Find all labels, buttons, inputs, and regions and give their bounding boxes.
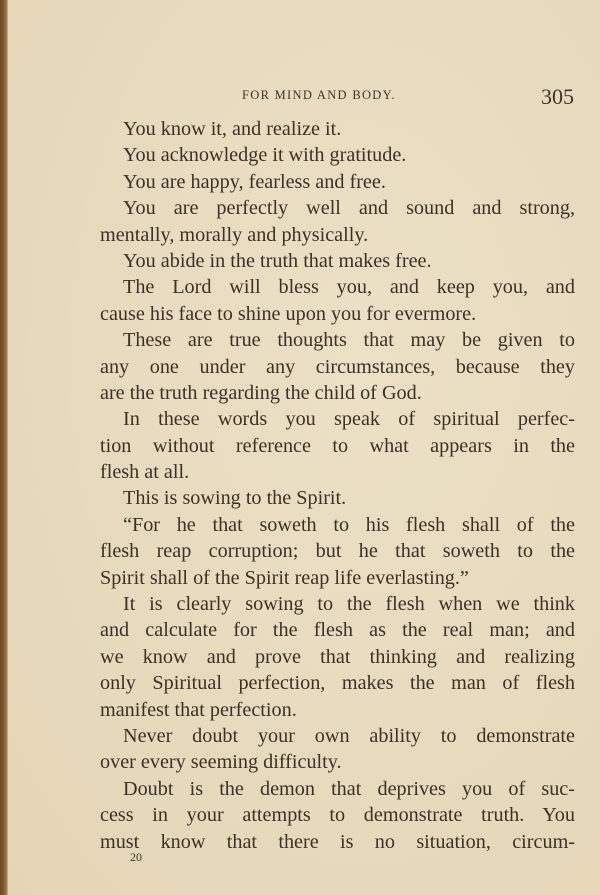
text-line: only Spiritual perfection, makes the man of flesh — [100, 672, 575, 695]
text-line: mentally, morally and physically. — [100, 223, 369, 246]
text-line: manifest that perfection. — [100, 698, 297, 721]
text-line: we know and prove that thinking and realizing — [100, 645, 575, 668]
text-line: tion without reference to what appears in the — [100, 434, 575, 457]
body-text — [100, 116, 575, 855]
text-line: cess in your attempts to demonstrate truth. You — [100, 804, 575, 827]
text-line: “For he that soweth to his flesh shall of the — [123, 513, 575, 536]
text-line: You know it, and realize it. — [123, 118, 342, 140]
text-line: cause his face to shine upon you for evermore. — [100, 302, 477, 325]
text-line: Spirit shall of the Spirit reap life everlasting.” — [100, 566, 469, 589]
text-line: You abide in the truth that makes free. — [123, 249, 432, 272]
book-spine-edge — [0, 0, 8, 895]
text-line: over every seeming difficulty. — [100, 751, 342, 774]
text-line: must know that there is no situation, circum- — [100, 830, 575, 853]
text-line: These are true thoughts that may be given to — [123, 329, 575, 352]
text-line: The Lord will bless you, and keep you, and — [123, 276, 575, 299]
text-line: Doubt is the demon that deprives you of suc- — [123, 777, 575, 800]
text-line: You are perfectly well and sound and strong, — [123, 197, 575, 220]
running-head-title: FOR MIND AND BODY. — [242, 88, 396, 102]
text-line: are the truth regarding the child of God. — [100, 381, 422, 404]
text-line: flesh reap corruption; but he that soweth to the — [100, 540, 575, 563]
text-line: any one under any circumstances, because they — [100, 355, 575, 378]
signature-mark: 20 — [130, 850, 142, 864]
text-line: Never doubt your own ability to demonstrate — [123, 724, 575, 747]
text-line: In these words you speak of spiritual perfec- — [123, 408, 575, 431]
text-line: You are happy, fearless and free. — [123, 170, 386, 193]
text-line: flesh at all. — [100, 461, 190, 484]
text-line: and calculate for the flesh as the real man; and — [100, 619, 575, 642]
page-number: 305 — [541, 84, 574, 109]
text-line: You acknowledge it with gratitude. — [123, 144, 407, 167]
text-line: This is sowing to the Spirit. — [123, 487, 347, 510]
text-line: It is clearly sowing to the flesh when we think — [123, 593, 575, 616]
